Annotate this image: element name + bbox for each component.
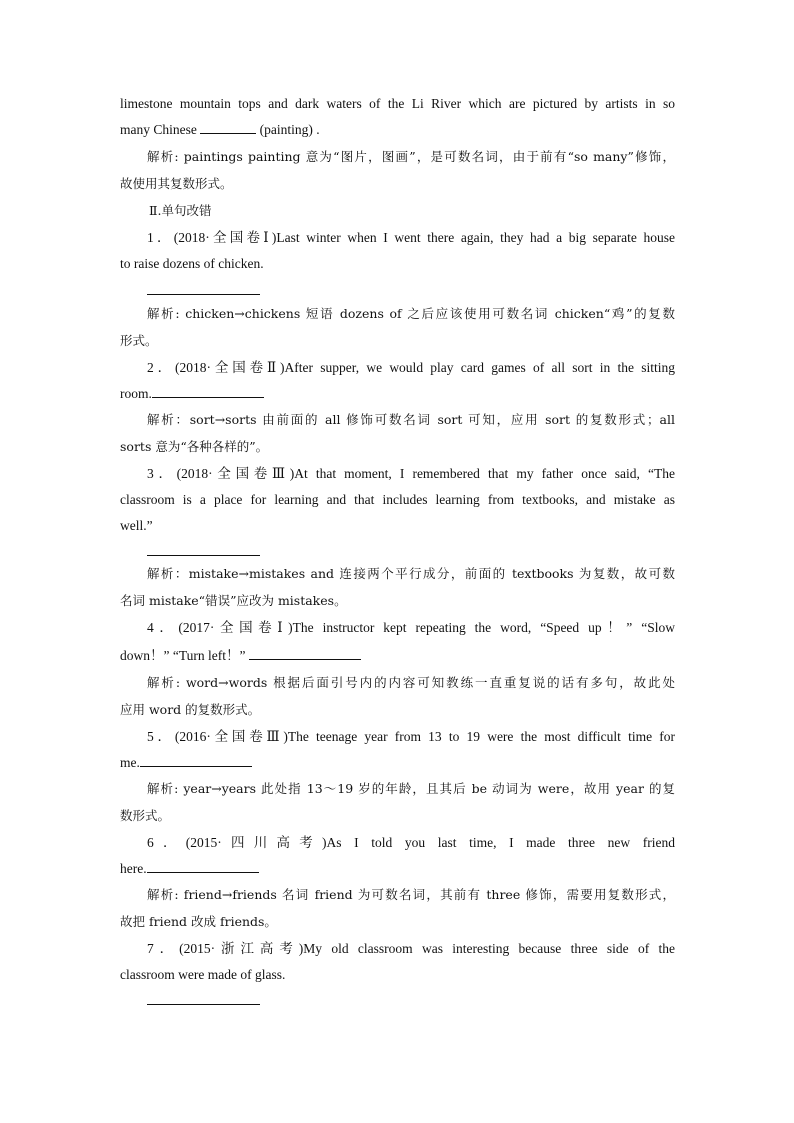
question-2-line-2	[120, 385, 675, 403]
question-3-line-1: 3．(2018·全国卷Ⅲ)At that moment, I remembered that my father once said, “The	[147, 466, 675, 481]
answer-line-2[interactable]	[152, 385, 264, 398]
question-7-line-2: classroom were made of glass.	[120, 967, 286, 982]
intro-line-2-hint: (painting) .	[259, 122, 320, 137]
analysis-5-line-2: 数形式。	[120, 808, 171, 823]
intro-analysis-line-2: 故使用其复数形式。	[120, 176, 233, 191]
question-1-line-2: to raise dozens of chicken.	[120, 256, 264, 271]
analysis-2-line-2: sorts 意为“各种各样的”。	[120, 439, 269, 454]
analysis-6-line-2: 故把 friend 改成 friends。	[120, 914, 277, 929]
answer-line-7[interactable]	[147, 1004, 260, 1005]
question-4-line-2	[120, 647, 675, 665]
question-3-line-3: well.”	[120, 518, 153, 533]
question-3-line-2: classroom is a place for learning and that includes learning from textbooks, and mistake as	[120, 492, 675, 507]
question-5-line-1: 5．(2016·全国卷Ⅲ)The teenage year from 13 to 19 were the most difficult time for	[147, 729, 675, 744]
question-4-text: down！” “Turn left！”	[120, 648, 246, 663]
answer-line-6[interactable]	[147, 860, 259, 873]
analysis-2-line-1: 解析：sort→sorts 由前面的 all 修饰可数名词 sort 可知，应用 sort 的复数形式；all	[147, 412, 675, 427]
answer-line-5[interactable]	[140, 754, 252, 767]
question-4-line-1: 4．(2017·全国卷Ⅰ)The instructor kept repeating the word, “Speed up！” “Slow	[147, 620, 675, 635]
answer-line-4[interactable]	[249, 647, 361, 660]
intro-line-1: limestone mountain tops and dark waters of the Li River which are pictured by artists in so	[120, 96, 675, 111]
question-6-line-1: 6．(2015·四川高考)As I told you last time, I made three new friend	[147, 835, 675, 850]
intro-analysis-line-1: 解析: paintings painting 意为“图片，图画”，是可数名词，由于前有“so many”修饰，	[147, 149, 675, 164]
question-5-text: me.	[120, 755, 140, 770]
analysis-6-line-1: 解析: friend→friends 名词 friend 为可数名词，其前有 three 修饰，需要用复数形式，	[147, 887, 675, 902]
question-5-line-2	[120, 754, 675, 772]
analysis-4-line-2: 应用 word 的复数形式。	[120, 702, 261, 717]
analysis-3-line-2: 名词 mistake“错误”应改为 mistakes。	[120, 593, 347, 608]
question-6-line-2	[120, 860, 675, 878]
analysis-1-line-1: 解析: chicken→chickens 短语 dozens of 之后应该使用可数名词 chicken“鸡”的复数	[147, 306, 675, 321]
analysis-3-line-1: 解析：mistake→mistakes and 连接两个平行成分，前面的 textbooks 为复数，故可数	[147, 566, 675, 581]
question-6-text: here.	[120, 861, 147, 876]
question-2-text: room.	[120, 386, 152, 401]
question-1-line-1: 1．(2018·全国卷Ⅰ)Last winter when I went there again, they had a big separate house	[147, 230, 675, 245]
answer-line-1[interactable]	[147, 294, 260, 295]
answer-line-3[interactable]	[147, 555, 260, 556]
intro-line-2	[120, 121, 675, 139]
question-7-line-1: 7．(2015·浙江高考)My old classroom was interesting because three side of the	[147, 941, 675, 956]
analysis-1-line-2: 形式。	[120, 333, 158, 348]
answer-blank[interactable]	[200, 121, 256, 134]
section-title: Ⅱ.单句改错	[149, 203, 212, 218]
analysis-4-line-1: 解析: word→words 根据后面引号内的内容可知教练一直重复说的话有多句，故此处	[147, 675, 675, 690]
question-2-line-1: 2．(2018·全国卷Ⅱ)After supper, we would play card games of all sort in the sitting	[147, 360, 675, 375]
intro-line-2-text: many Chinese	[120, 122, 197, 137]
analysis-5-line-1: 解析: year→years 此处指 13～19 岁的年龄，且其后 be 动词为 were，故用 year 的复	[147, 781, 675, 796]
